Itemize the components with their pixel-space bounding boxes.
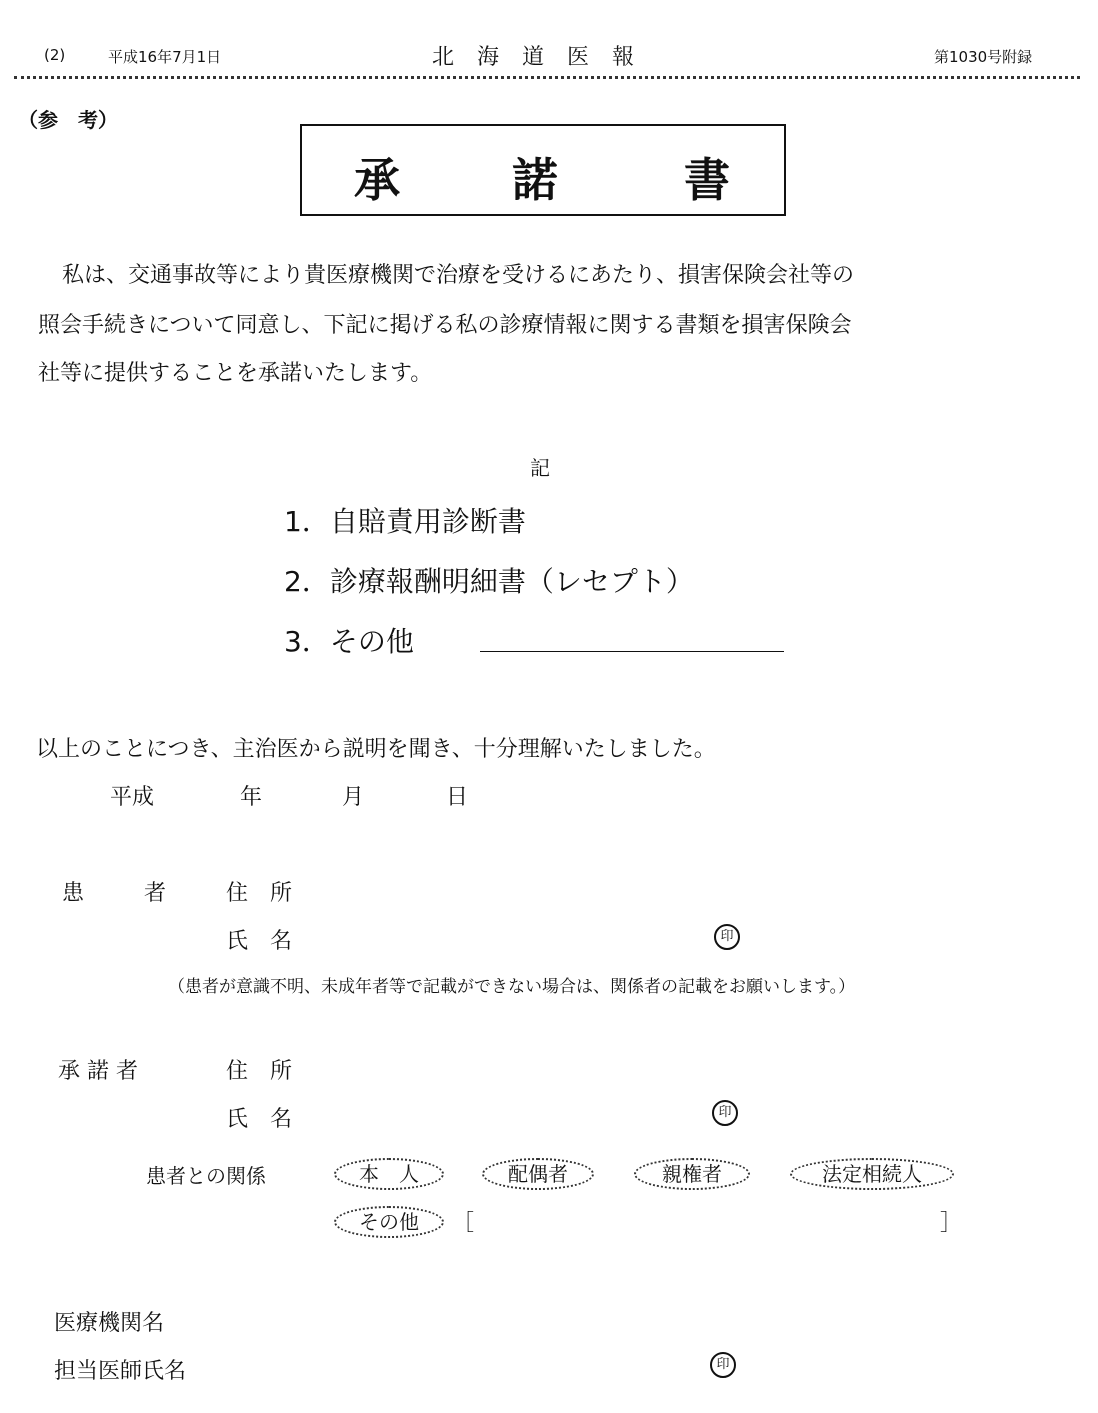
document-title: [300, 124, 786, 216]
patient-label-char-2: 者: [144, 881, 167, 906]
relation-option-spouse[interactable]: 配偶者: [482, 1158, 594, 1190]
title-char-2: 諾: [512, 153, 558, 207]
doctor-seal-mark: 印: [710, 1352, 736, 1378]
title-char-1: 承: [354, 153, 400, 207]
consenter-label: 承 諾 者: [58, 1059, 138, 1084]
patient-name-label: 氏 名: [226, 929, 293, 954]
confirmation-text: 以上のことにつき、主治医から説明を聞き、十分理解いたしました。: [36, 737, 716, 762]
consenter-name-label: 氏 名: [226, 1107, 293, 1132]
publication-date: 平成16年7月1日: [108, 48, 222, 66]
relation-option-legal-heir[interactable]: 法定相続人: [790, 1158, 954, 1190]
patient-address-label: 住 所: [226, 881, 293, 906]
title-char-3: 書: [684, 153, 730, 207]
ki-heading: 記: [530, 456, 550, 480]
date-day: 日: [446, 785, 469, 810]
relation-option-guardian[interactable]: 親権者: [634, 1158, 750, 1190]
date-year: 年: [240, 785, 263, 810]
body-line-1: 私は、交通事故等により貴医療機関で治療を受けるにあたり、損害保険会社等の: [62, 263, 855, 288]
doctor-name-label: 担当医師氏名: [54, 1359, 187, 1384]
patient-note: （患者が意識不明、未成年者等で記載ができない場合は、関係者の記載をお願いします。）: [168, 977, 856, 997]
relation-option-other[interactable]: その他: [334, 1206, 444, 1238]
issue-number: 第1030号附録: [934, 48, 1033, 66]
page-number: (2): [44, 46, 66, 64]
consenter-address-label: 住 所: [226, 1059, 293, 1084]
relation-label: 患者との関係: [146, 1164, 266, 1188]
date-era: 平成: [110, 785, 155, 810]
publication-title: 北 海 道 医 報: [432, 45, 642, 70]
item-3: 3．その他: [284, 625, 414, 658]
other-bracket-open: ［: [452, 1211, 475, 1236]
institution-name-label: 医療機関名: [54, 1311, 165, 1336]
other-blank-line: [480, 651, 784, 652]
item-1: 1．自賠責用診断書: [284, 505, 526, 538]
header-divider: [14, 76, 1080, 79]
other-bracket-close: ］: [940, 1211, 963, 1236]
item-2: 2．診療報酬明細書（レセプト）: [284, 565, 694, 598]
patient-label-char-1: 患: [62, 881, 85, 906]
relation-option-self[interactable]: 本 人: [334, 1158, 444, 1190]
reference-label: （参 考）: [18, 108, 118, 132]
body-line-3: 社等に提供することを承諾いたします。: [38, 361, 433, 386]
consenter-seal-mark: 印: [712, 1100, 738, 1126]
date-month: 月: [342, 785, 365, 810]
patient-seal-mark: 印: [714, 924, 740, 950]
body-line-2: 照会手続きについて同意し、下記に掲げる私の診療情報に関する書類を損害保険会: [38, 313, 852, 338]
